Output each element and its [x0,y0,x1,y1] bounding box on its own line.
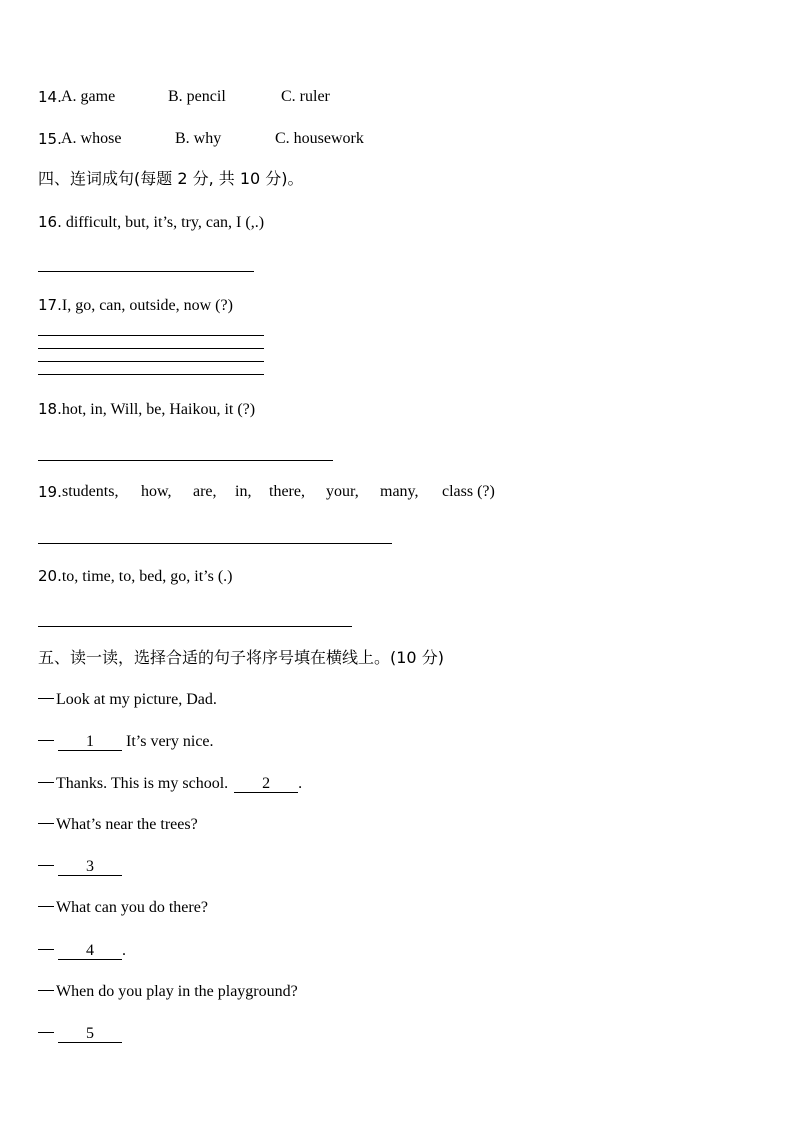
option-c: C. ruler [281,88,330,105]
dialog-text: Thanks. This is my school. [56,775,233,792]
dialog-line-4 [38,815,198,835]
answer-line[interactable] [38,335,264,336]
dialog-text: Look at my picture, Dad. [56,691,217,708]
question-19-word: how, [141,483,172,500]
blank-5[interactable]: 5 [58,1026,122,1043]
question-text: I, go, can, outside, now (?) [61,297,233,314]
question-text: difficult, but, it’s, try, can, I (,.) [61,214,265,231]
dash-mark [38,1032,54,1033]
question-number: 19. [38,483,62,501]
dialog-line-8 [38,982,298,1002]
answer-line[interactable] [38,374,264,375]
dialog-line-9 [38,1024,122,1044]
blank-1[interactable]: 1 [58,734,122,751]
answer-line[interactable] [38,460,333,461]
option-a: A. game [61,88,116,105]
blank-4[interactable]: 4 [58,943,122,960]
option-c: C. housework [275,130,364,147]
blank-2[interactable]: 2 [234,776,298,793]
question-text: hot, in, Will, be, Haikou, it (?) [61,401,256,418]
dialog-text: What can you do there? [56,899,208,916]
dash-mark [38,740,54,741]
question-number: 20. [38,567,62,585]
blank-3[interactable]: 3 [58,859,122,876]
dash-mark [38,698,54,699]
dialog-text-after: . [298,775,303,792]
dialog-line-6 [38,898,208,918]
question-19-word: there, [269,483,305,500]
question-number: 16. [38,213,62,231]
option-b: B. pencil [168,88,226,105]
answer-line[interactable] [38,543,392,544]
question-19 [38,482,62,503]
dialog-line-7 [38,941,126,961]
section-5-heading: 五、读一读，选择合适的句子将序号填在横线上。(10 分) [38,648,444,667]
question-number: 18. [38,400,62,418]
question-text: to, time, to, bed, go, it’s (.) [61,568,233,585]
question-number: 15. [38,130,62,148]
question-19-word: many, [380,483,419,500]
question-17 [38,295,233,316]
dash-mark [38,906,54,907]
question-19-word: in, [235,483,252,500]
answer-line[interactable] [38,361,264,362]
question-16 [38,212,264,233]
question-19-word: are, [193,483,217,500]
question-14 [38,87,62,108]
question-number: 17. [38,296,62,314]
question-20 [38,566,233,587]
option-a: A. whose [61,130,122,147]
dash-mark [38,949,54,950]
dialog-line-2 [38,732,214,752]
dialog-line-5 [38,857,122,877]
answer-line[interactable] [38,626,352,627]
question-19-word: students, [62,483,119,500]
question-19-word: your, [326,483,359,500]
dialog-line-3 [38,774,302,794]
question-19-word: class (?) [442,483,495,500]
section-4-heading: 四、连词成句(每题 2 分, 共 10 分)。 [38,169,304,188]
answer-line[interactable] [38,271,254,272]
dialog-text: What’s near the trees? [56,816,198,833]
answer-line[interactable] [38,348,264,349]
dialog-text: When do you play in the playground? [56,983,298,1000]
option-b: B. why [175,130,222,147]
question-18 [38,399,255,420]
dash-mark [38,990,54,991]
dialog-text: It’s very nice. [122,733,214,750]
dash-mark [38,782,54,783]
dialog-text-after: . [122,942,126,959]
dash-mark [38,823,54,824]
dash-mark [38,865,54,866]
dialog-line-1 [38,690,217,710]
question-number: 14. [38,88,62,106]
question-15 [38,129,62,150]
